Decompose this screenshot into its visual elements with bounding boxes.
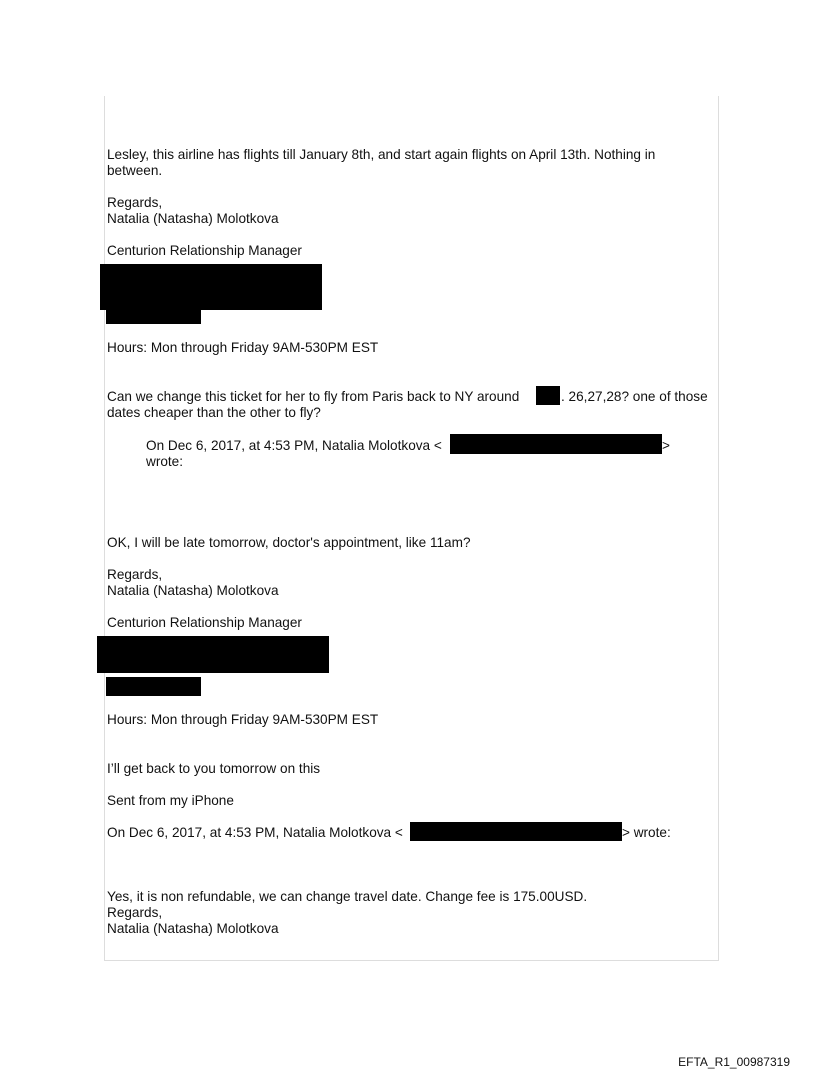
redaction-block bbox=[97, 636, 329, 673]
document-id: EFTA_R1_00987319 bbox=[678, 1055, 790, 1069]
quote-header-end: > bbox=[662, 438, 670, 453]
redaction-block bbox=[106, 310, 201, 324]
sent-from-line: Sent from my iPhone bbox=[107, 793, 234, 808]
msg2-signature-title: Centurion Relationship Manager bbox=[107, 615, 302, 630]
msg1-body-line1: Lesley, this airline has flights till January 8th, and start again flights on April 13th. Nothing in bbox=[107, 147, 656, 162]
msg3-signature-name: Natalia (Natasha) Molotkova bbox=[107, 921, 279, 936]
msg1-signature-title: Centurion Relationship Manager bbox=[107, 243, 302, 258]
redaction-block bbox=[536, 386, 560, 405]
redaction-block bbox=[410, 822, 622, 841]
question-line1-end: . 26,27,28? one of those bbox=[561, 389, 708, 404]
msg2-body: OK, I will be late tomorrow, doctor's appointment, like 11am? bbox=[107, 535, 471, 550]
msg1-signature-name: Natalia (Natasha) Molotkova bbox=[107, 211, 279, 226]
msg2-signature-name: Natalia (Natasha) Molotkova bbox=[107, 583, 279, 598]
msg1-hours: Hours: Mon through Friday 9AM-530PM EST bbox=[107, 340, 379, 355]
question-line1-start: Can we change this ticket for her to fly from Paris back to NY around bbox=[107, 389, 520, 404]
redaction-block bbox=[106, 677, 201, 696]
redaction-block bbox=[100, 264, 322, 310]
msg1-body-line2: between. bbox=[107, 163, 163, 178]
quote-header-start: On Dec 6, 2017, at 4:53 PM, Natalia Molotkova < bbox=[146, 438, 442, 453]
msg2-regards: Regards, bbox=[107, 567, 163, 582]
msg3-body: Yes, it is non refundable, we can change travel date. Change fee is 175.00USD. bbox=[107, 889, 588, 904]
question-line2: dates cheaper than the other to fly? bbox=[107, 405, 321, 420]
redaction-block bbox=[450, 434, 662, 454]
msg3-regards: Regards, bbox=[107, 905, 163, 920]
reply-line: I’ll get back to you tomorrow on this bbox=[107, 761, 321, 776]
quote2-header-end: > wrote: bbox=[622, 825, 671, 840]
quote2-header-start: On Dec 6, 2017, at 4:53 PM, Natalia Molotkova < bbox=[107, 825, 403, 840]
msg2-hours: Hours: Mon through Friday 9AM-530PM EST bbox=[107, 712, 379, 727]
msg1-regards: Regards, bbox=[107, 195, 163, 210]
quote-header-wrote: wrote: bbox=[146, 454, 184, 469]
